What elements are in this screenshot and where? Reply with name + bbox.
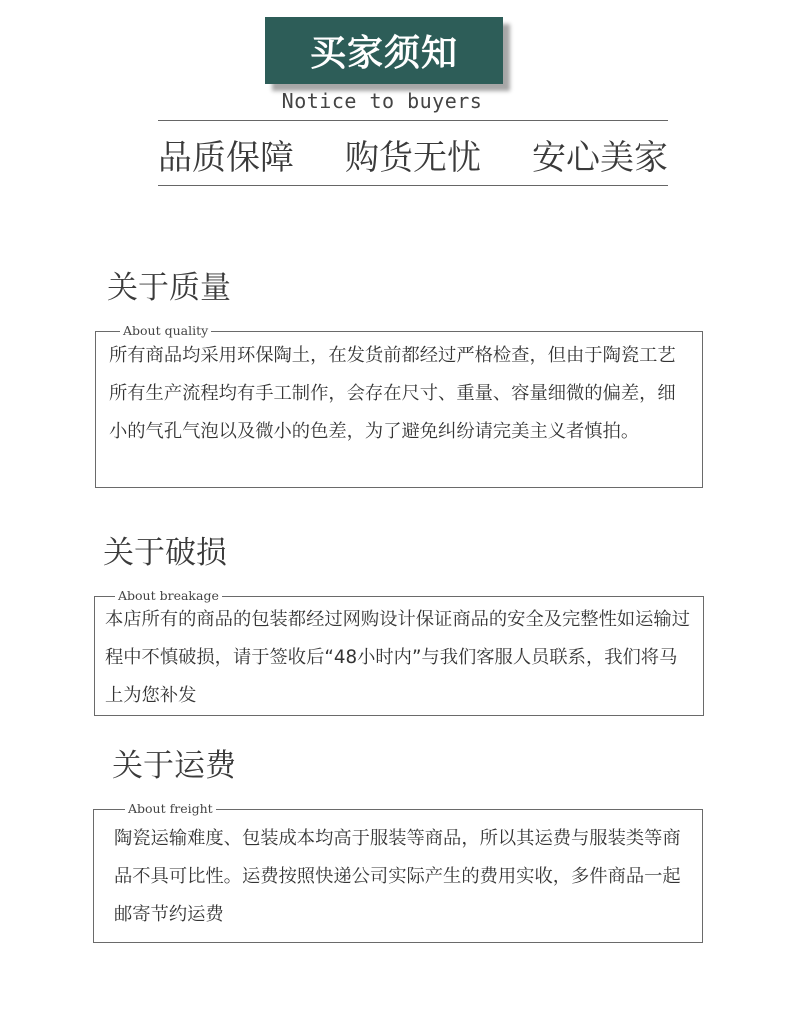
- tagline-quality: 品质保障: [158, 137, 294, 178]
- quality-box: [95, 323, 703, 488]
- page-title: 买家须知: [309, 33, 458, 74]
- page-subtitle: Notice to buyers: [281, 89, 483, 113]
- freight-box-label: About freight: [125, 801, 216, 817]
- breakage-heading: 关于破损: [103, 535, 227, 571]
- title-banner: [265, 17, 503, 84]
- quality-box-label: About quality: [120, 323, 211, 339]
- tagline-row: [158, 128, 668, 180]
- tagline-worry-free: 购货无忧: [345, 137, 481, 178]
- breakage-box: [94, 588, 704, 716]
- breakage-text: 本店所有的商品的包装都经过网购设计保证商品的安全及完整性如运输过程中不慎破损，请于签收后“48小时内”与我们客服人员联系，我们将马上为您补发: [105, 609, 690, 706]
- tagline-top-divider: [158, 120, 668, 121]
- freight-text: 陶瓷运输难度、包装成本均高于服装等商品，所以其运费与服装类等商品不具可比性。运费按照快递公司实际产生的费用实收，多件商品一起邮寄节约运费: [114, 828, 681, 925]
- tagline-bottom-divider: [158, 185, 668, 186]
- quality-text: 所有商品均采用环保陶土，在发货前都经过严格检查，但由于陶瓷工艺所有生产流程均有手工制作，会存在尺寸、重量、容量细微的偏差，细小的气孔气泡以及微小的色差，为了避免纠纷请完美主义者慎拍。: [109, 345, 676, 442]
- freight-heading: 关于运费: [112, 748, 236, 784]
- freight-box: [93, 801, 703, 943]
- tagline-home: 安心美家: [532, 137, 668, 178]
- breakage-box-label: About breakage: [115, 588, 222, 604]
- quality-heading: 关于质量: [107, 270, 231, 306]
